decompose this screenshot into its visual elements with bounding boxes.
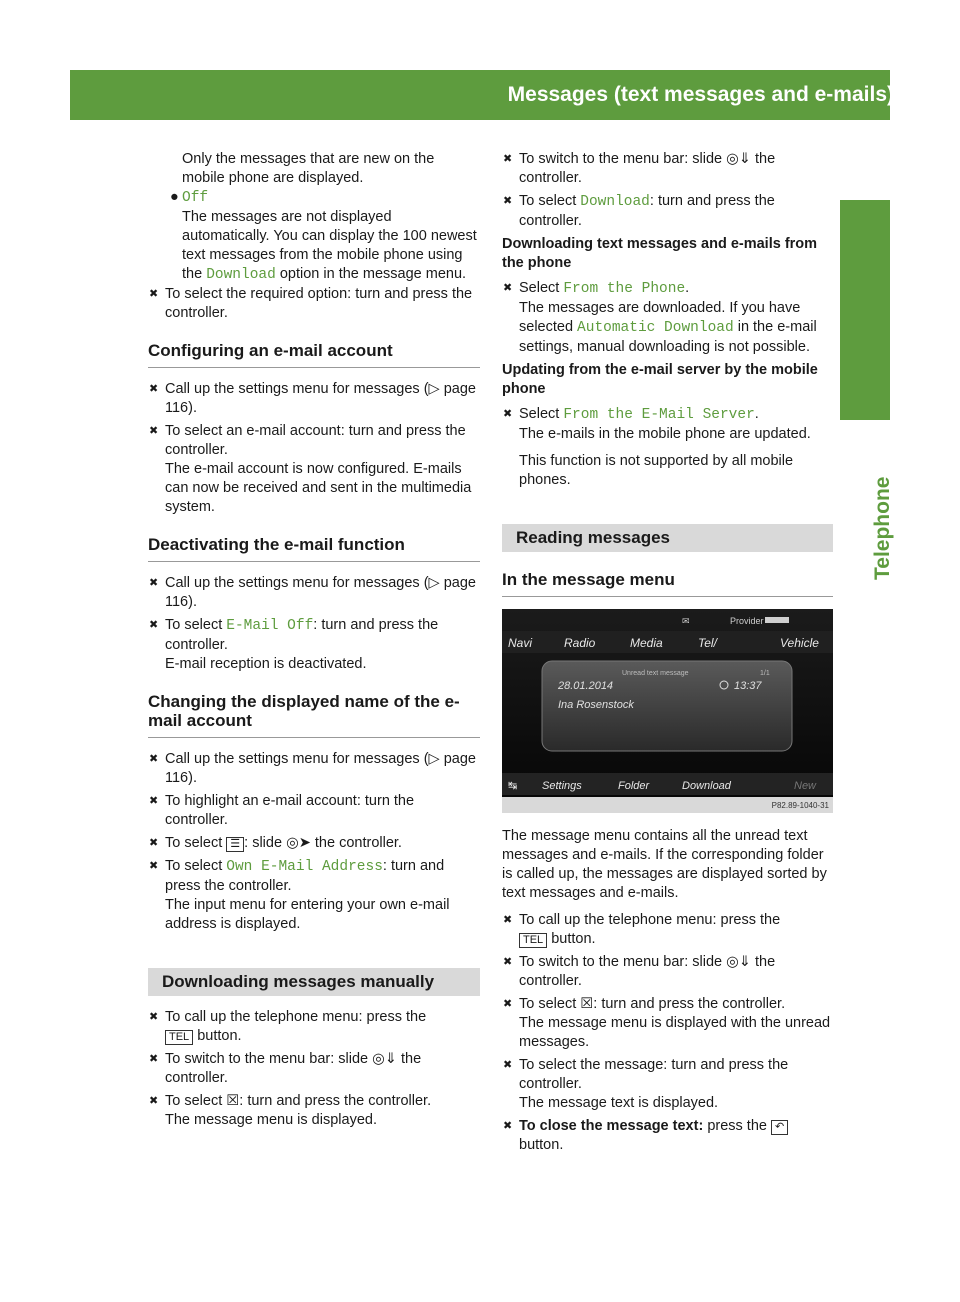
section-heading: Configuring an e-mail account [148,341,480,368]
menu-navi: Navi [508,636,533,650]
list-item: ✖ To select the required option: turn and press the controller. [149,286,473,321]
arrow-bullet-icon: ✖ [503,914,513,926]
message-date: 28.01.2014 [558,680,614,692]
controller-down-icon: ◎⇓ [372,1051,397,1067]
menu-radio: Radio [564,636,596,650]
message-count: 1/1 [760,670,770,677]
header-divider [902,70,905,120]
controller-right-icon: ◎➤ [286,835,311,851]
menu-vehicle: Vehicle [780,636,819,650]
arrow-bullet-icon: ✖ [503,408,513,420]
section-heading: Changing the displayed name of the e-mail account [148,692,480,738]
arrow-bullet-icon: ✖ [503,998,513,1010]
message-menu-screenshot [502,609,833,813]
list-item: ✖ To select ☰ : slide ◎➤ the controller. [149,835,402,851]
list-item: ● Off [170,189,209,206]
menu-tel: Tel/ [698,636,717,650]
section-band: Reading messages [502,524,833,552]
list-item: ✖ To select E-Mail Off: turn and press the controller. E-mail reception is deactivated. [149,617,439,672]
list-item: ✖ To highlight an e-mail account: turn the controller. [149,793,415,828]
list-item: ✖ To call up the telephone menu: press the TEL button. [149,1009,427,1044]
controller-down-icon: ◎⇓ [726,954,751,970]
arrow-bullet-icon: ✖ [503,282,513,294]
list-item: ✖ To select Own E-Mail Address: turn and press the controller. The input menu for entering your own e-mail address is displayed. [149,858,450,932]
list-item: ✖ To call up the telephone menu: press the TEL button. [503,912,781,947]
arrow-bullet-icon: ✖ [149,753,159,765]
section-band: Downloading messages manually [148,968,480,996]
arrow-bullet-icon: ✖ [149,383,159,395]
bullet-dot-icon: ● [170,189,179,205]
menu-settings: Settings [542,780,582,792]
arrow-bullet-icon: ✖ [503,956,513,968]
menu-download: Download [682,780,731,792]
chapter-tab [840,200,890,420]
menu-new: New [794,780,817,792]
arrow-bullet-icon: ✖ [149,1095,159,1107]
section-heading: Deactivating the e-mail function [148,535,480,562]
list-item: ✖ To select ☒: turn and press the controller. The message menu is displayed. [149,1093,432,1128]
phonebook-icon: ☰ [226,837,244,852]
header-title: Messages (text messages and e-mails) [507,83,894,106]
provider-label: Provider [730,616,764,626]
arrow-bullet-icon: ✖ [149,1011,159,1023]
arrow-bullet-icon: ✖ [149,577,159,589]
arrow-bullet-icon: ✖ [149,837,159,849]
menu-media: Media [630,636,663,650]
controller-down-icon: ◎⇓ [726,151,751,167]
arrow-bullet-icon: ✖ [503,153,513,165]
menu-folder: Folder [618,780,650,792]
back-icon: ↹ [508,780,518,792]
list-item: ✖ To select the message: turn and press the controller. The message text is displayed. [503,1057,789,1111]
message-sender: Ina Rosenstock [558,699,634,711]
arrow-bullet-icon: ✖ [149,619,159,631]
envelope-icon: ☒ [226,1093,240,1109]
arrow-bullet-icon: ✖ [503,1059,513,1071]
list-item: ✖ To switch to the menu bar: slide ◎⇓ the controller. [149,1051,422,1086]
message-time: 13:37 [734,680,762,692]
subheading: Downloading text messages and e-mails from the phone [502,236,818,271]
list-item: ✖ Select From the E-Mail Server. The e-mails in the mobile phone are updated. This function is not supported by all mobile phones. [503,406,811,488]
chapter-label: Telephone [871,476,894,580]
list-item: ✖ To switch to the menu bar: slide ◎⇓ the controller. [503,151,776,186]
arrow-bullet-icon: ✖ [149,795,159,807]
subheading: Updating from the e-mail server by the mobile phone [502,362,818,397]
paragraph: The messages are not displayed automatically. You can display the 100 newest text messages from the mobile phone using the Download option in the message menu. [182,209,477,283]
arrow-bullet-icon: ✖ [149,288,159,300]
page-number: 117 [912,84,943,105]
list-item: ✖ Call up the settings menu for messages (▷ page 116). [149,751,476,786]
list-item: ✖ To select ☒: turn and press the controller. The message menu is displayed with the unread messages. [503,996,831,1050]
arrow-bullet-icon: ✖ [503,195,513,207]
list-item: ✖ Select From the Phone. The messages are downloaded. If you have selected Automatic Download in the e-mail settings, manual downloading is not possible. [503,280,817,355]
paragraph: The message menu contains all the unread text messages and e-mails. If the corresponding folder is called up, the messages are displayed sorted by text messages and e-mails. [502,828,827,901]
envelope-icon: ☒ [580,996,594,1012]
message-label: Unread text message [622,670,689,677]
page-header [70,70,943,120]
list-item: ✖ To select Download: turn and press the controller. [503,193,775,229]
list-item: ✖ To switch to the menu bar: slide ◎⇓ the controller. [503,954,776,989]
arrow-bullet-icon: ✖ [149,425,159,437]
right-column [502,150,833,1159]
screen-graphic [502,609,833,813]
image-code: P82.89-1040-31 [771,801,829,810]
list-item: ✖ Call up the settings menu for messages (▷ page 116). [149,381,476,416]
arrow-bullet-icon: ✖ [149,860,159,872]
list-item: ✖ To select an e-mail account: turn and press the controller. The e-mail account is now configured. E-mails can now be received and sent in the multimedia system. [149,423,472,515]
section-heading: In the message menu [502,570,833,597]
list-item: ✖ Call up the settings menu for messages (▷ page 116). [149,575,476,610]
signal-bars-icon [765,617,789,623]
paragraph: Only the messages that are new on the mobile phone are displayed. [182,151,435,186]
left-column [148,150,480,1134]
tel-key: TEL [519,933,547,948]
list-item: ✖ To close the message text: press the ↶ button. [502,1117,833,1155]
arrow-bullet-icon: ✖ [503,1120,513,1132]
tel-key: TEL [165,1030,193,1045]
arrow-bullet-icon: ✖ [149,1053,159,1065]
back-button-icon: ↶ [771,1120,788,1135]
envelope-status-icon: ✉ [682,616,690,626]
